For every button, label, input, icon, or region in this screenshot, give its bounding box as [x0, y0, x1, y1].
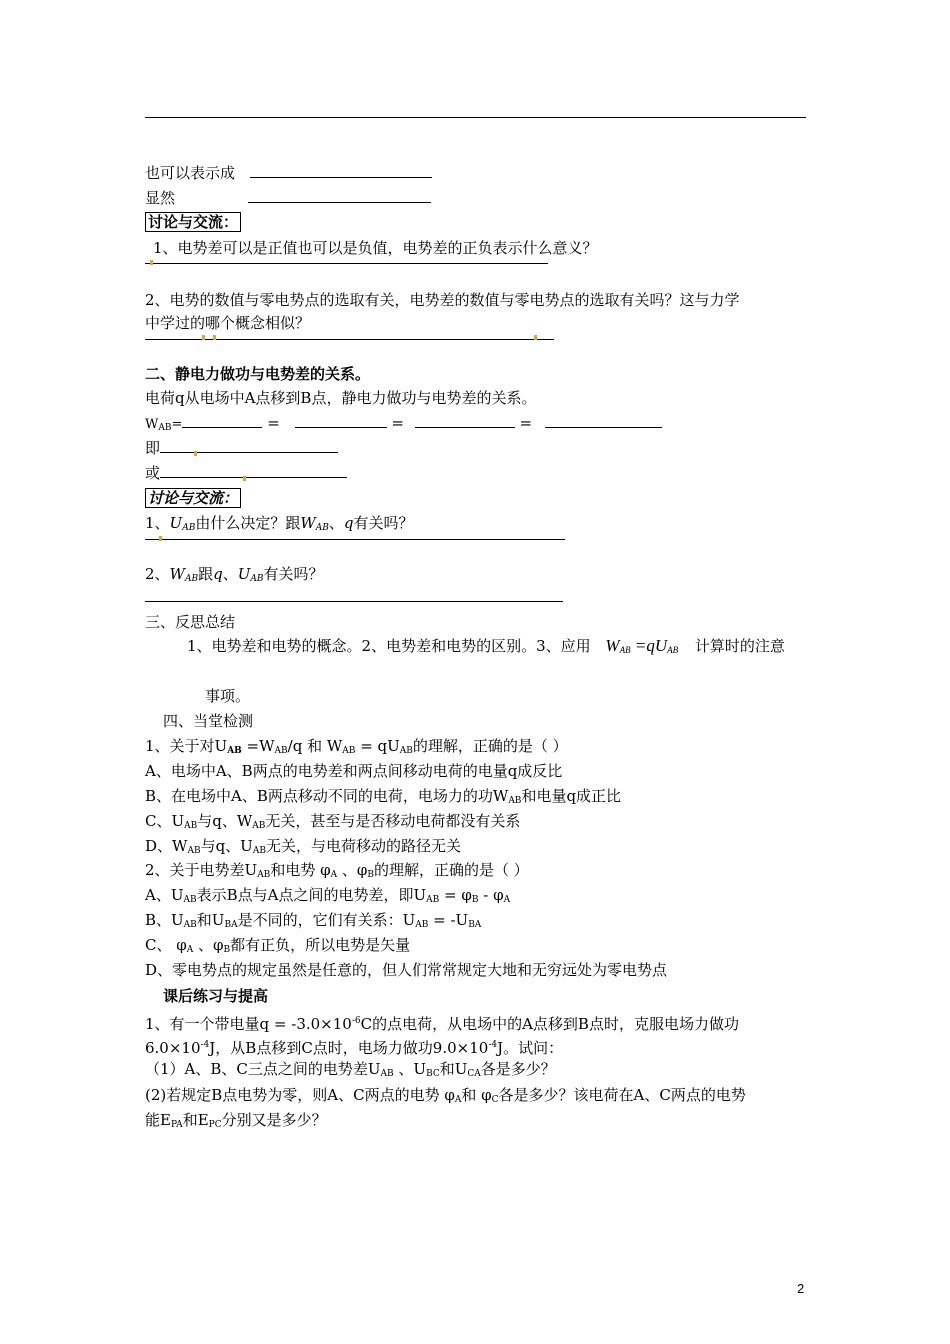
label-huo: 或: [145, 464, 161, 482]
section-3-body-end: 事项。: [205, 687, 251, 705]
wab-symbol: $W_{AB}=$: [145, 417, 183, 433]
discussion-label-2: [145, 488, 241, 508]
line-can-express: [145, 163, 432, 183]
exercise-1-part-1: （1）A、B、C三点之间的电势差$U_{AB}$ 、$U_{BC}$和$U_{CA}$各是多少？: [145, 1060, 556, 1079]
mark-dot: [202, 335, 205, 340]
discussion-label-1: [145, 212, 241, 232]
quiz-q1-option-c: C、$U_{AB}$与q、$W_{AB}$无关，甚至与是否移动电荷都没有关系: [145, 812, 521, 831]
quiz-q2-option-d: D、零电势点的规定虽然是任意的，但人们常常规定大地和无穷远处为零电势点: [145, 961, 668, 979]
question-1-2b: 中学过的哪个概念相似？: [145, 314, 311, 332]
answer-blank-wab-1[interactable]: [182, 413, 262, 428]
equals-sign: =: [519, 414, 533, 432]
section-2-heading: 二、静电力做功与电势差的关系。: [145, 365, 371, 383]
mark-dot: [534, 335, 537, 340]
quiz-q2-option-a: A、$U_{AB}$表示B点与A点之间的电势差，即$U_{AB} = \varphi_B - \varphi_A$: [145, 886, 511, 905]
answer-blank-1[interactable]: [250, 163, 432, 178]
quiz-q1-option-d: D、$W_{AB}$与q、$U_{AB}$无关，与电荷移动的路径无关: [145, 837, 461, 856]
quiz-q2-option-b: B、$U_{AB}$和$U_{BA}$是不同的，它们有关系：$U_{AB} = -U_{BA}$: [145, 911, 482, 930]
answer-blank-huo[interactable]: [160, 463, 347, 478]
answer-blank-wab-4[interactable]: [545, 413, 662, 428]
answer-line-1-2[interactable]: [145, 339, 554, 340]
exercise-1-part-2-cont: 能$E_{PA}$和$E_{PC}$分别又是多少？: [145, 1111, 327, 1130]
formula-wab-quab: $W_{AB} =qU_{AB}$: [605, 636, 679, 655]
mark-dot: [243, 476, 246, 481]
answer-line-2-2[interactable]: [145, 601, 563, 602]
question-2-1: 1、$U_{AB}$由什么决定？跟$W_{AB}$、q有关吗？: [145, 514, 414, 533]
quiz-q2-option-c: C、 $\varphi_A$ 、$\varphi_B$都有正负，所以电势是矢量: [145, 936, 411, 955]
question-1-2a: 2、电势的数值与零电势点的选取有关，电势差的数值与零电势点的选取有关吗？这与力学: [145, 291, 740, 309]
discussion-heading: 讨论与交流：: [145, 212, 241, 232]
line-huo: [145, 463, 347, 483]
top-rule: [145, 117, 806, 118]
answer-blank-wab-3[interactable]: [415, 413, 515, 428]
line-ji: [145, 438, 338, 458]
mark-dot: [159, 536, 162, 541]
discussion-heading: 讨论与交流：: [145, 488, 241, 508]
label-ji: 即: [145, 439, 161, 457]
question-2-2: 2、$W_{AB}$跟q、$U_{AB}$有关吗？: [145, 565, 324, 584]
quiz-q1: 1、关于对$U_{AB} =W_{AB}/q$ 和 $W_{AB} = qU_{AB}$的理解，正确的是（ ）: [145, 737, 568, 756]
label-can-express: 也可以表示成: [145, 164, 236, 182]
section-5-heading: 课后练习与提高: [163, 987, 269, 1005]
mark-dot: [213, 335, 216, 340]
exercise-1-line-2: $6.0\times 10^{-4}J$，从B点移到C点时，电场力做功$9.0\times 10^{-4}J$。试问：: [145, 1039, 564, 1057]
answer-blank-ji[interactable]: [160, 438, 338, 453]
page-number: 2: [797, 1281, 805, 1296]
equals-sign: =: [267, 414, 280, 432]
answer-line-1-1[interactable]: [145, 263, 548, 264]
quiz-q1-option-b: B、在电场中A、B两点移动不同的电荷，电场力的功$W_{AB}$和电量q成正比: [145, 787, 622, 806]
question-1-1: 1、电势差可以是正值也可以是负值，电势差的正负表示什么意义？: [153, 239, 598, 257]
answer-blank-wab-2[interactable]: [295, 413, 387, 428]
section-2-intro: 电荷q从电场中A点移到B点，静电力做功与电势差的关系。: [145, 389, 537, 407]
section-3-heading: 三、反思总结: [145, 613, 236, 631]
wab-equation-line: [145, 413, 662, 438]
section-3-body: 1、电势差和电势的概念。2、电势差和电势的区别。3、应用 $W_{AB} =qU_{AB}$ 计算时的注意: [187, 636, 785, 655]
quiz-q2: 2、关于电势差$U_{AB}$和电势 $\varphi_A$ 、$\varphi_B$的理解，正确的是（ ）: [145, 861, 529, 880]
answer-line-2-1[interactable]: [145, 539, 565, 540]
exercise-1-line-1: 1、有一个带电量$q = -3.0\times 10^{-6}C$的点电荷，从电场中的A点移到B点时，克服电场力做功: [145, 1015, 739, 1033]
mark-dot: [150, 260, 153, 265]
label-obviously: 显然: [145, 189, 176, 207]
quiz-q1-option-a: A、电场中A、B两点的电势差和两点间移动电荷的电量q成反比: [145, 762, 563, 780]
mark-dot: [194, 451, 197, 456]
equals-sign: =: [391, 414, 404, 432]
line-obviously: [145, 188, 431, 208]
exercise-1-part-2: (2)若规定B点电势为零，则A、C两点的电势 $\varphi_A$和 $\varphi_C$各是多少？该电荷在A、C两点的电势: [145, 1086, 746, 1105]
answer-blank-2[interactable]: [248, 188, 431, 203]
section-4-heading: 四、当堂检测: [163, 712, 254, 730]
